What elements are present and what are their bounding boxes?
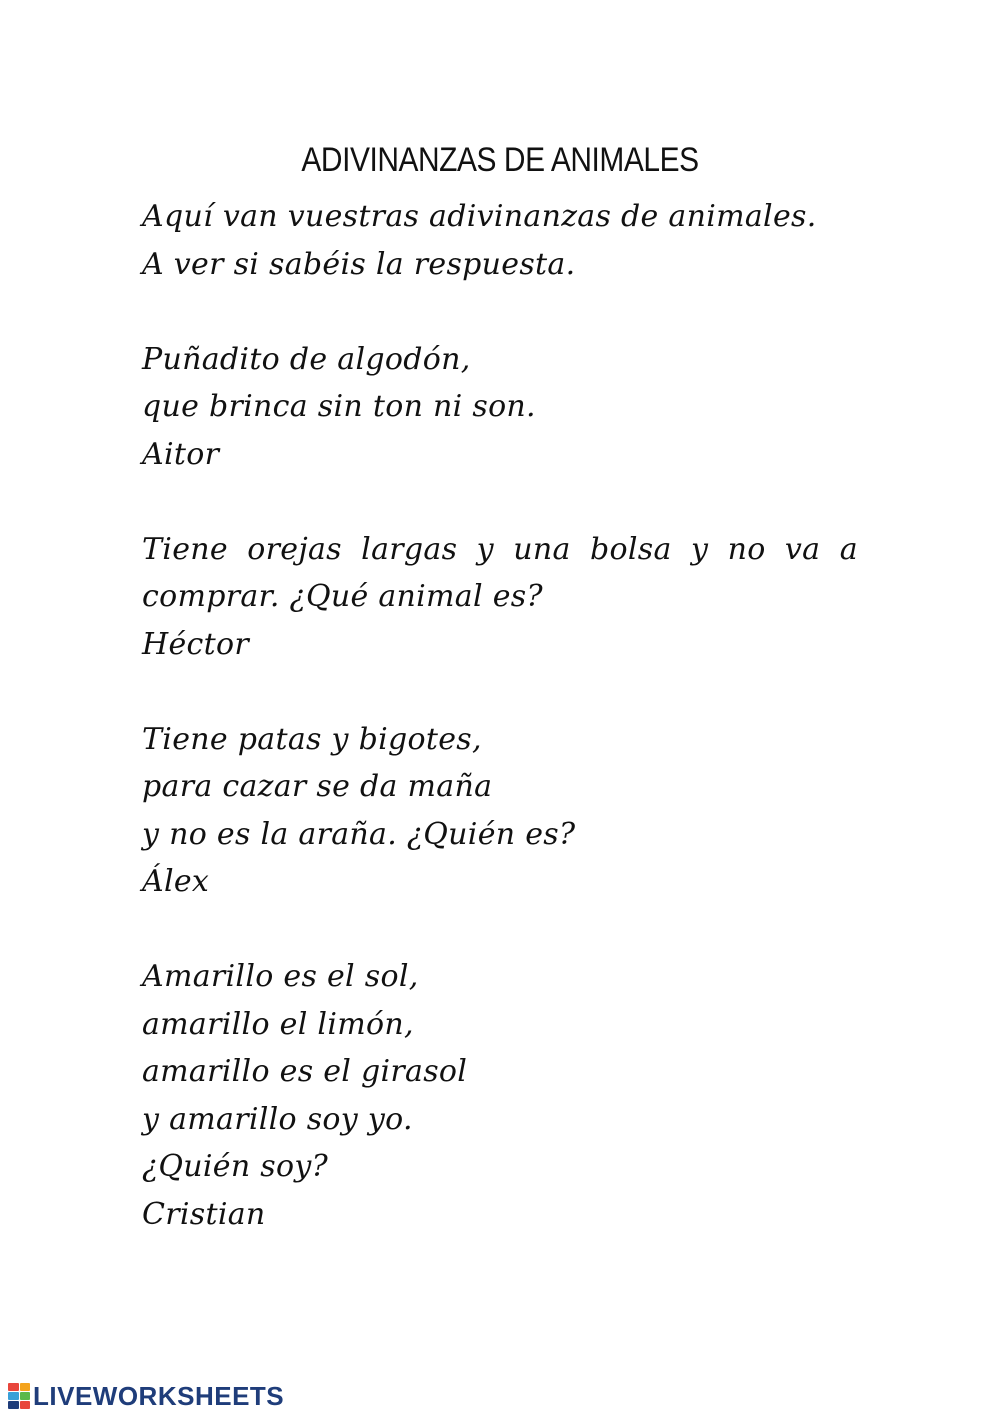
riddle-line: ¿Quién soy? [142,1149,328,1184]
footer-branding[interactable] [8,1378,284,1414]
riddle-line: Amarillo es el sol, [142,959,419,994]
riddle-line: amarillo el limón, [142,1006,414,1042]
page-title: ADIVINANZAS DE ANIMALES [301,140,699,179]
riddle-author: Álex [142,864,210,899]
riddle-author: Aitor [142,436,220,472]
riddle-line: comprar. ¿Qué animal es? [142,579,543,614]
riddle-line-justified [142,526,858,574]
word: bolsa [590,531,672,567]
riddle-line: amarillo es el girasol [142,1054,468,1089]
word: y [476,531,494,567]
riddle-line: y amarillo soy yo. [142,1101,413,1137]
word: Tiene [142,531,228,567]
word: y [691,531,709,567]
word: no [727,531,766,567]
riddle-author: Cristian [142,1196,266,1232]
intro-line: Aquí van vuestras adivinanzas de animales. [142,199,817,234]
riddle-line: y no es la araña. ¿Quién es? [142,816,576,852]
riddle-line: para cazar se da maña [142,769,493,804]
word: va [784,531,821,567]
brand-name: LIVEWORKSHEETS [33,1380,285,1411]
word: largas [361,531,458,567]
worksheet-body [142,193,862,1238]
word: orejas [247,531,342,567]
riddle-line: que brinca sin ton ni son. [142,389,536,424]
word: una [513,531,571,567]
word: a [839,531,858,567]
riddle-line: Tiene patas y bigotes, [142,721,482,757]
intro-line: A ver si sabéis la respuesta. [142,246,576,282]
riddle-line: Puñadito de algodón, [142,341,471,377]
liveworksheets-logo-icon [8,1383,30,1409]
riddle-author: Héctor [142,626,249,662]
